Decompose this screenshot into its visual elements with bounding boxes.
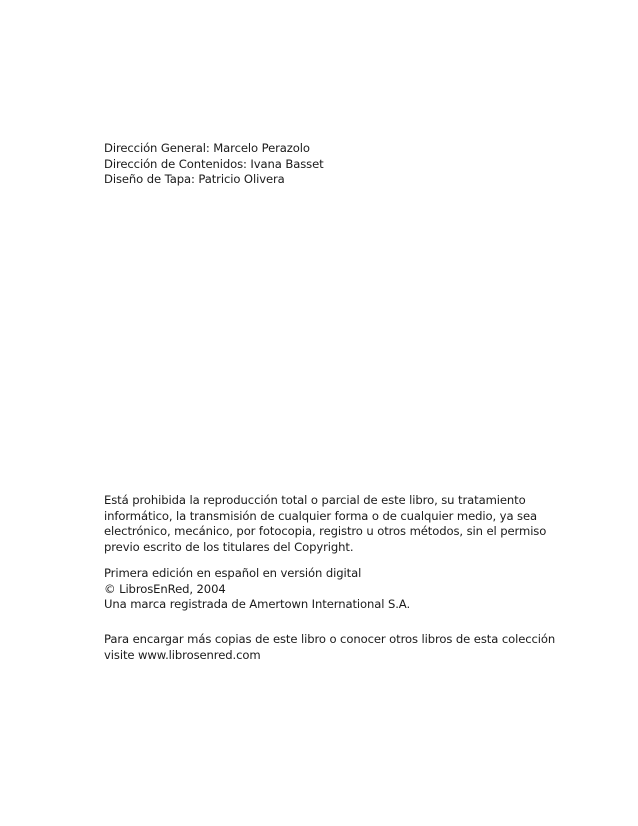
website-line: visite www.librosenred.com (104, 647, 261, 662)
trademark-line: Una marca registrada de Amertown International S.A. (104, 597, 411, 612)
copyright-notice-line: previo escrito de los titulares del Copyright. (104, 539, 354, 554)
copyright-holder: © LibrosEnRed, 2004 (104, 581, 226, 596)
credit-cover-design: Diseño de Tapa: Patricio Olivera (104, 172, 285, 187)
edition-line: Primera edición en español en versión digital (104, 566, 362, 580)
copyright-notice-line: informático, la transmisión de cualquier forma o de cualquier medio, ya sea (104, 508, 538, 523)
copyright-notice (104, 493, 564, 555)
order-info (104, 632, 564, 663)
copyright-notice-line: Está prohibida la reproducción total o parcial de este libro, su tratamiento (104, 493, 526, 507)
order-line: Para encargar más copias de este libro o conocer otros libros de esta colección (104, 632, 556, 646)
credit-general-director: Dirección General: Marcelo Perazolo (104, 141, 310, 155)
edition-info (104, 566, 564, 613)
credits-block (104, 141, 564, 188)
credit-content-director: Dirección de Contenidos: Ivana Basset (104, 156, 324, 171)
copyright-notice-line: electrónico, mecánico, por fotocopia, registro u otros métodos, sin el permiso (104, 524, 547, 539)
